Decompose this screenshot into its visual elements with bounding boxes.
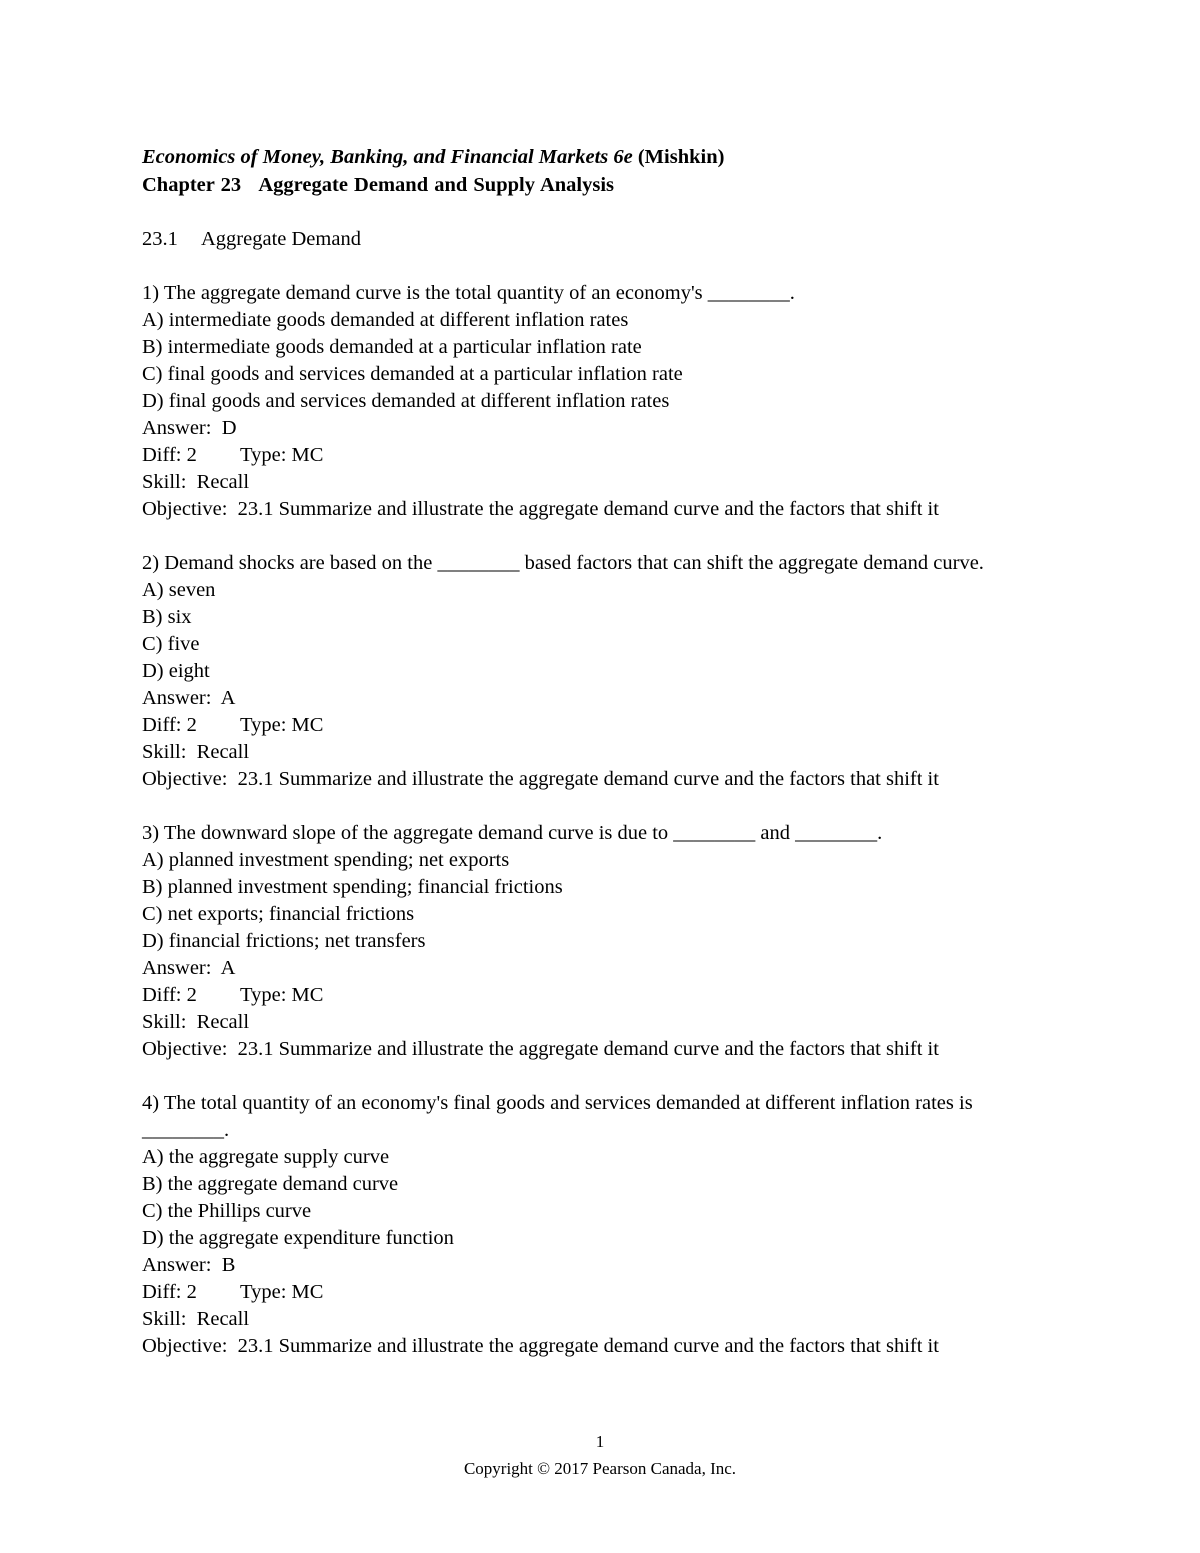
answer: Answer: D [142,417,237,439]
copyright-notice: Copyright © 2017 Pearson Canada, Inc. [463,1459,737,1478]
skill: Skill: Recall [142,1011,250,1033]
difficulty-type [142,982,1082,1009]
difficulty-type [142,1279,1082,1306]
objective: Objective: 23.1 Summarize and illustrate the aggregate demand curve and the factors that shift it [142,768,939,790]
skill: Skill: Recall [142,741,250,763]
objective: Objective: 23.1 Summarize and illustrate the aggregate demand curve and the factors that shift it [142,1335,939,1357]
section-number: 23.1 [142,228,178,250]
option-b: B) the aggregate demand curve [142,1173,399,1195]
answer: Answer: B [142,1254,236,1276]
difficulty: Diff: 2 [142,984,197,1006]
question-type: Type: MC [240,714,324,736]
page-number: 1 [595,1432,605,1451]
question-stem: 3) The downward slope of the aggregate demand curve is due to ________ and ________. [142,822,883,844]
option-a: A) the aggregate supply curve [142,1146,390,1168]
option-c: C) the Phillips curve [142,1200,312,1222]
option-a: A) planned investment spending; net exports [142,849,510,871]
option-d: D) the aggregate expenditure function [142,1227,454,1249]
chapter-title: Chapter 23 Aggregate Demand and Supply Analysis [142,174,614,196]
question-2 [142,550,1082,793]
section-heading [142,226,1082,253]
question-stem: 4) The total quantity of an economy's final goods and services demanded at different inflation rates is ________. [142,1092,973,1141]
option-a: A) seven [142,579,216,601]
question-type: Type: MC [240,444,324,466]
question-type: Type: MC [240,984,324,1006]
option-c: C) five [142,633,200,655]
difficulty: Diff: 2 [142,444,197,466]
option-d: D) financial frictions; net transfers [142,930,426,952]
answer: Answer: A [142,687,236,709]
question-stem: 2) Demand shocks are based on the ________ based factors that can shift the aggregate demand curve. [142,552,984,574]
difficulty: Diff: 2 [142,714,197,736]
difficulty-type [142,442,1082,469]
option-b: B) intermediate goods demanded at a particular inflation rate [142,336,642,358]
book-author: (Mishkin) [637,146,725,168]
skill: Skill: Recall [142,1308,250,1330]
option-c: C) final goods and services demanded at a particular inflation rate [142,363,683,385]
objective: Objective: 23.1 Summarize and illustrate the aggregate demand curve and the factors that shift it [142,1038,939,1060]
skill: Skill: Recall [142,471,250,493]
book-title: Economics of Money, Banking, and Financial Markets 6e [142,146,633,168]
document-page [142,143,1082,1387]
section-title: Aggregate Demand [201,228,361,250]
option-b: B) planned investment spending; financial frictions [142,876,563,898]
question-4 [142,1090,1082,1360]
option-b: B) six [142,606,192,628]
difficulty: Diff: 2 [142,1281,197,1303]
objective: Objective: 23.1 Summarize and illustrate the aggregate demand curve and the factors that shift it [142,498,939,520]
answer: Answer: A [142,957,236,979]
question-1 [142,280,1082,523]
option-c: C) net exports; financial frictions [142,903,415,925]
option-d: D) eight [142,660,210,682]
question-type: Type: MC [240,1281,324,1303]
question-3 [142,820,1082,1063]
question-stem: 1) The aggregate demand curve is the total quantity of an economy's ________. [142,282,795,304]
option-a: A) intermediate goods demanded at different inflation rates [142,309,629,331]
book-title-line [142,143,1082,171]
option-d: D) final goods and services demanded at different inflation rates [142,390,670,412]
difficulty-type [142,712,1082,739]
